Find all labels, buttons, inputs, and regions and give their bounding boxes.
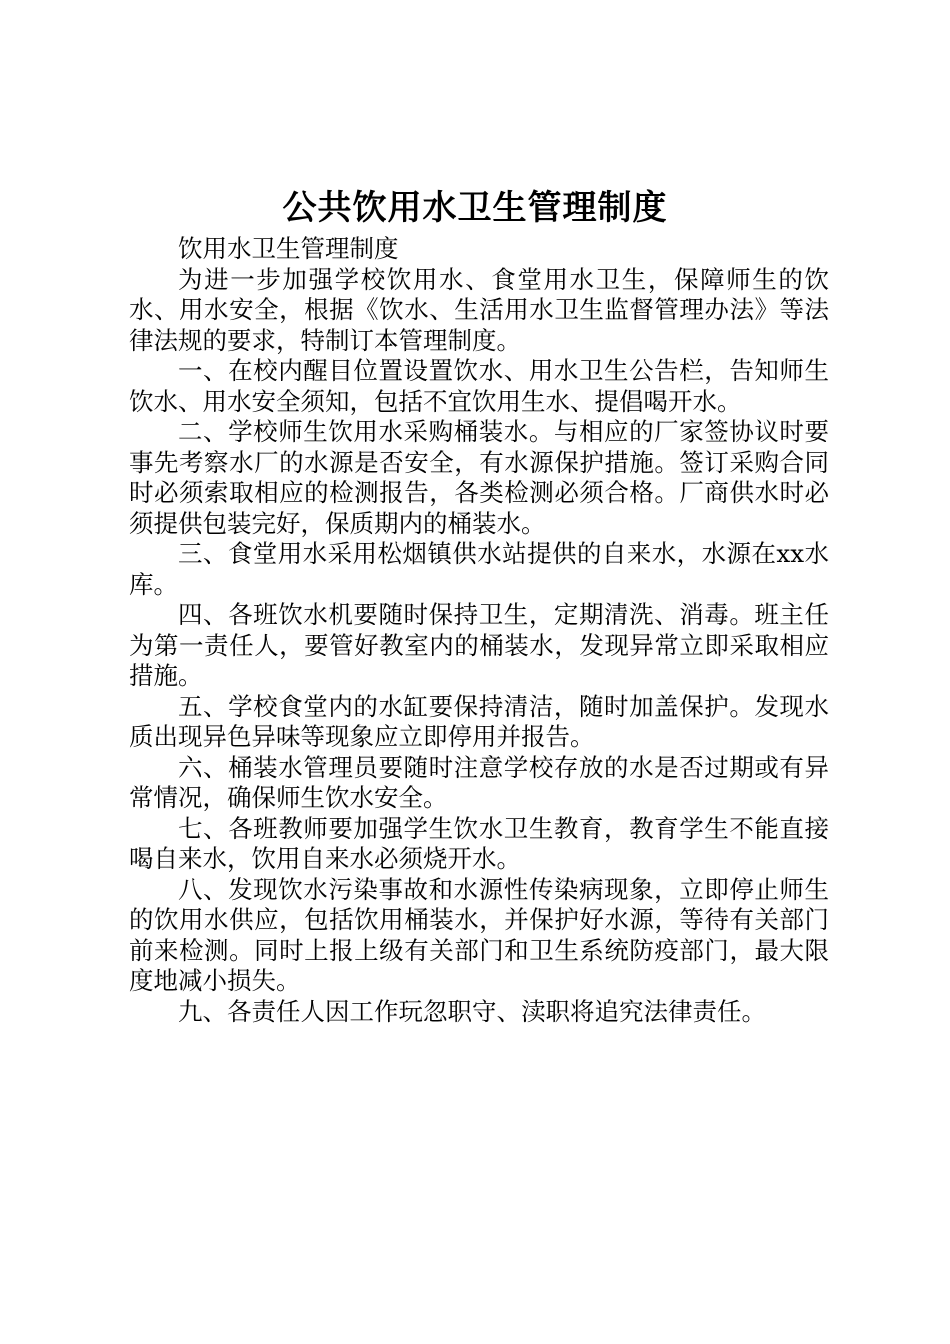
- paragraph-rule-1: 一、在校内醒目位置设置饮水、用水卫生公告栏，告知师生饮水、用水安全须知，包括不宜饮用生水、提倡喝开水。: [129, 356, 829, 416]
- paragraph-rule-4: 四、各班饮水机要随时保持卫生，定期清洗、消毒。班主任为第一责任人，要管好教室内的桶装水，发现异常立即采取相应措施。: [129, 600, 829, 690]
- paragraph-rule-7: 七、各班教师要加强学生饮水卫生教育，教育学生不能直接喝自来水，饮用自来水必须烧开水。: [129, 813, 829, 873]
- document-title: 公共饮用水卫生管理制度: [282, 188, 668, 228]
- paragraph-rule-8: 八、发现饮水污染事故和水源性传染病现象，立即停止师生的饮用水供应，包括饮用桶装水，并保护好水源，等待有关部门前来检测。同时上报上级有关部门和卫生系统防疫部门，最大限度地减小损失。: [129, 874, 829, 995]
- document-body: [129, 234, 829, 1027]
- paragraph-rule-2: 二、学校师生饮用水采购桶装水。与相应的厂家签协议时要事先考察水厂的水源是否安全，有水源保护措施。签订采购合同时必须索取相应的检测报告，各类检测必须合格。厂商供水时必须提供包装完好，保质期内的桶装水。: [129, 417, 829, 538]
- paragraph-rule-6: 六、桶装水管理员要随时注意学校存放的水是否过期或有异常情况，确保师生饮水安全。: [129, 752, 829, 812]
- paragraph-rule-3: 三、食堂用水采用松烟镇供水站提供的自来水，水源在xx水库。: [129, 539, 829, 599]
- paragraph-subtitle: 饮用水卫生管理制度: [178, 234, 399, 263]
- paragraph-intro: 为进一步加强学校饮用水、食堂用水卫生，保障师生的饮水、用水安全，根据《饮水、生活用水卫生监督管理办法》等法律法规的要求，特制订本管理制度。: [129, 264, 829, 355]
- paragraph-rule-9: 九、各责任人因工作玩忽职守、渎职将追究法律责任。: [178, 996, 766, 1026]
- paragraph-rule-5: 五、学校食堂内的水缸要保持清洁，随时加盖保护。发现水质出现异色异味等现象应立即停用并报告。: [129, 691, 829, 751]
